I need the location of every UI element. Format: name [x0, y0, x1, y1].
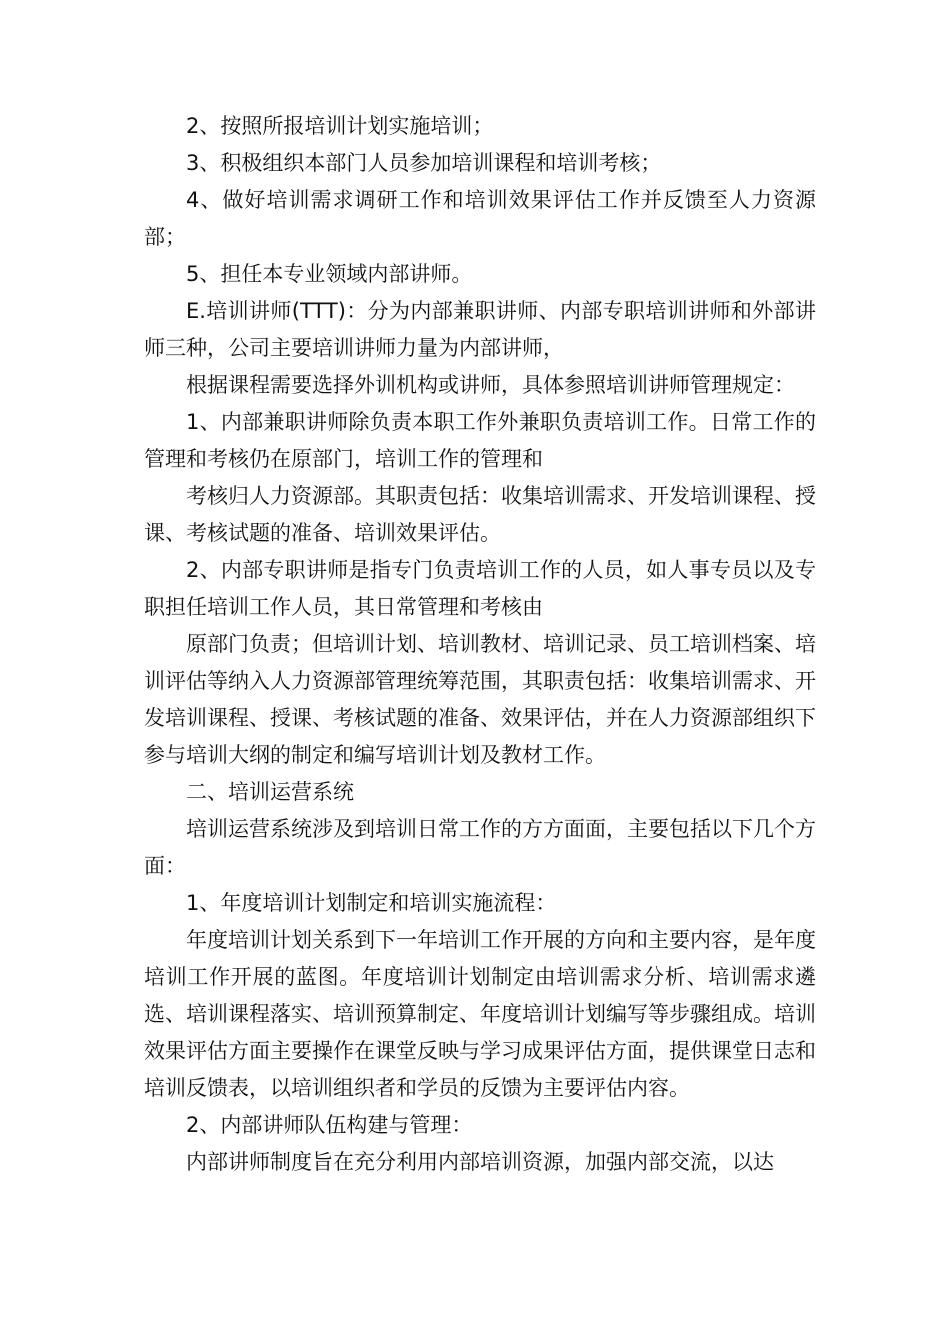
paragraph-external-trainer: 根据课程需要选择外训机构或讲师，具体参照培训讲师管理规定：: [186, 373, 795, 397]
paragraph-duty-3: 3、积极组织本部门人员参加培训课程和培训考核；: [186, 151, 662, 175]
paragraph-duty-4: 4、做好培训需求调研工作和培训效果评估工作并反馈至人力资源部；: [144, 188, 816, 249]
subheading-internal-trainers: 2、内部讲师队伍构建与管理：: [186, 1113, 473, 1137]
paragraph-trainer-ttt: E.培训讲师(TTT)：分为内部兼职讲师、内部专职培训讲师和外部讲师三种，公司主要培训讲师力量为内部讲师，: [144, 299, 816, 360]
paragraph-operations-intro: 培训运营系统涉及到培训日常工作的方方面面，主要包括以下几个方面：: [144, 817, 816, 878]
paragraph-duty-2: 2、按照所报培训计划实施培训；: [186, 114, 494, 138]
paragraph-fulltime-trainer: 2、内部专职讲师是指专门负责培训工作的人员，如人事专员以及专职担任培训工作人员，其日常管理和考核由: [144, 558, 816, 619]
paragraph-annual-plan: 年度培训计划关系到下一年培训工作开展的方向和主要内容，是年度培训工作开展的蓝图。年度培训计划制定由培训需求分析、培训需求遴选、培训课程落实、培训预算制定、年度培训计划编写等步骤组成。培训效果评估方面主要操作在课堂反映与学习成果评估方面，提供课堂日志和培训反馈表，以培训组织者和学员的反馈为主要评估内容。: [144, 928, 816, 1100]
paragraph-duty-5: 5、担任本专业领域内部讲师。: [186, 262, 473, 286]
document-page: [144, 108, 816, 1181]
paragraph-fulltime-duties: 原部门负责；但培训计划、培训教材、培训记录、员工培训档案、培训评估等纳入人力资源部管理统筹范围，其职责包括：收集培训需求、开发培训课程、授课、考核试题的准备、效果评估，并在人力资源部组织下参与培训大纲的制定和编写培训计划及教材工作。: [144, 632, 816, 767]
section-heading-operations: 二、培训运营系统: [186, 780, 354, 804]
paragraph-parttime-trainer: 1、内部兼职讲师除负责本职工作外兼职负责培训工作。日常工作的管理和考核仍在原部门，培训工作的管理和: [144, 410, 816, 471]
subheading-annual-plan: 1、年度培训计划制定和培训实施流程：: [186, 891, 557, 915]
paragraph-parttime-duties: 考核归人力资源部。其职责包括：收集培训需求、开发培训课程、授课、考核试题的准备、培训效果评估。: [144, 484, 816, 545]
paragraph-internal-trainers: 内部讲师制度旨在充分利用内部培训资源，加强内部交流，以达: [186, 1150, 774, 1174]
